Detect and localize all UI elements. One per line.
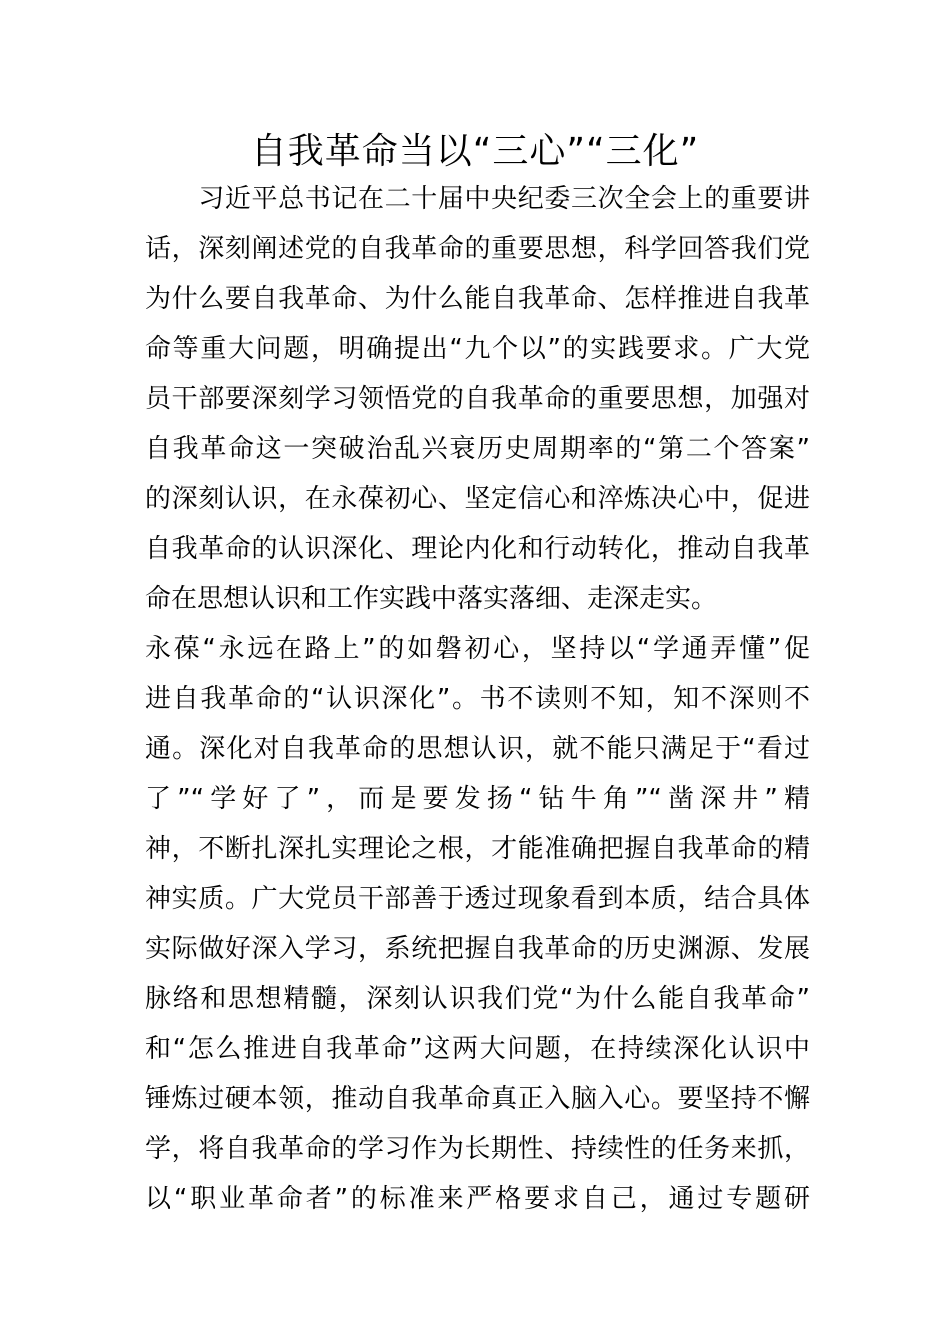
text-line: 锤炼过硬本领，推动自我革命真正入脑入心。要坚持不懈 <box>145 1084 810 1114</box>
text-line: 神，不断扎深扎实理论之根，才能准确把握自我革命的精 <box>145 834 810 864</box>
text-line: 自我革命的认识深化、理论内化和行动转化，推动自我革 <box>145 534 810 564</box>
text-line: 通。深化对自我革命的思想认识，就不能只满足于“看过 <box>145 734 810 764</box>
text-line: 脉络和思想精髓，深刻认识我们党“为什么能自我革命” <box>145 984 810 1014</box>
text-line: 以“职业革命者”的标准来严格要求自己，通过专题研 <box>145 1184 810 1214</box>
text-line: 习近平总书记在二十届中央纪委三次全会上的重要讲 <box>145 184 810 214</box>
text-line: 学，将自我革命的学习作为长期性、持续性的任务来抓， <box>145 1134 810 1164</box>
text-line: 命在思想认识和工作实践中落实落细、走深走实。 <box>145 584 718 614</box>
text-line: 永葆“永远在路上”的如磐初心，坚持以“学通弄懂”促 <box>145 634 810 664</box>
text-line: 的深刻认识，在永葆初心、坚定信心和淬炼决心中，促进 <box>145 484 810 514</box>
text-line: 实际做好深入学习，系统把握自我革命的历史渊源、发展 <box>145 934 810 964</box>
paragraph-1 <box>145 174 810 624</box>
text-line: 自我革命这一突破治乱兴衰历史周期率的“第二个答案” <box>145 434 810 464</box>
text-line: 进自我革命的“认识深化”。书不读则不知，知不深则不 <box>145 684 810 714</box>
text-line: 了”“学好了”，而是要发扬“钻牛角”“凿深井”精 <box>145 784 810 814</box>
document-title: 自我革命当以“三心”“三化” <box>250 131 700 172</box>
text-line: 员干部要深刻学习领悟党的自我革命的重要思想，加强对 <box>145 384 810 414</box>
text-line: 神实质。广大党员干部善于透过现象看到本质，结合具体 <box>145 884 810 914</box>
text-line: 为什么要自我革命、为什么能自我革命、怎样推进自我革 <box>145 284 810 314</box>
paragraph-2 <box>145 624 810 1224</box>
text-line: 命等重大问题，明确提出“九个以”的实践要求。广大党 <box>145 334 810 364</box>
text-line: 话，深刻阐述党的自我革命的重要思想，科学回答我们党 <box>145 234 810 264</box>
text-line: 和“怎么推进自我革命”这两大问题，在持续深化认识中 <box>145 1034 810 1064</box>
